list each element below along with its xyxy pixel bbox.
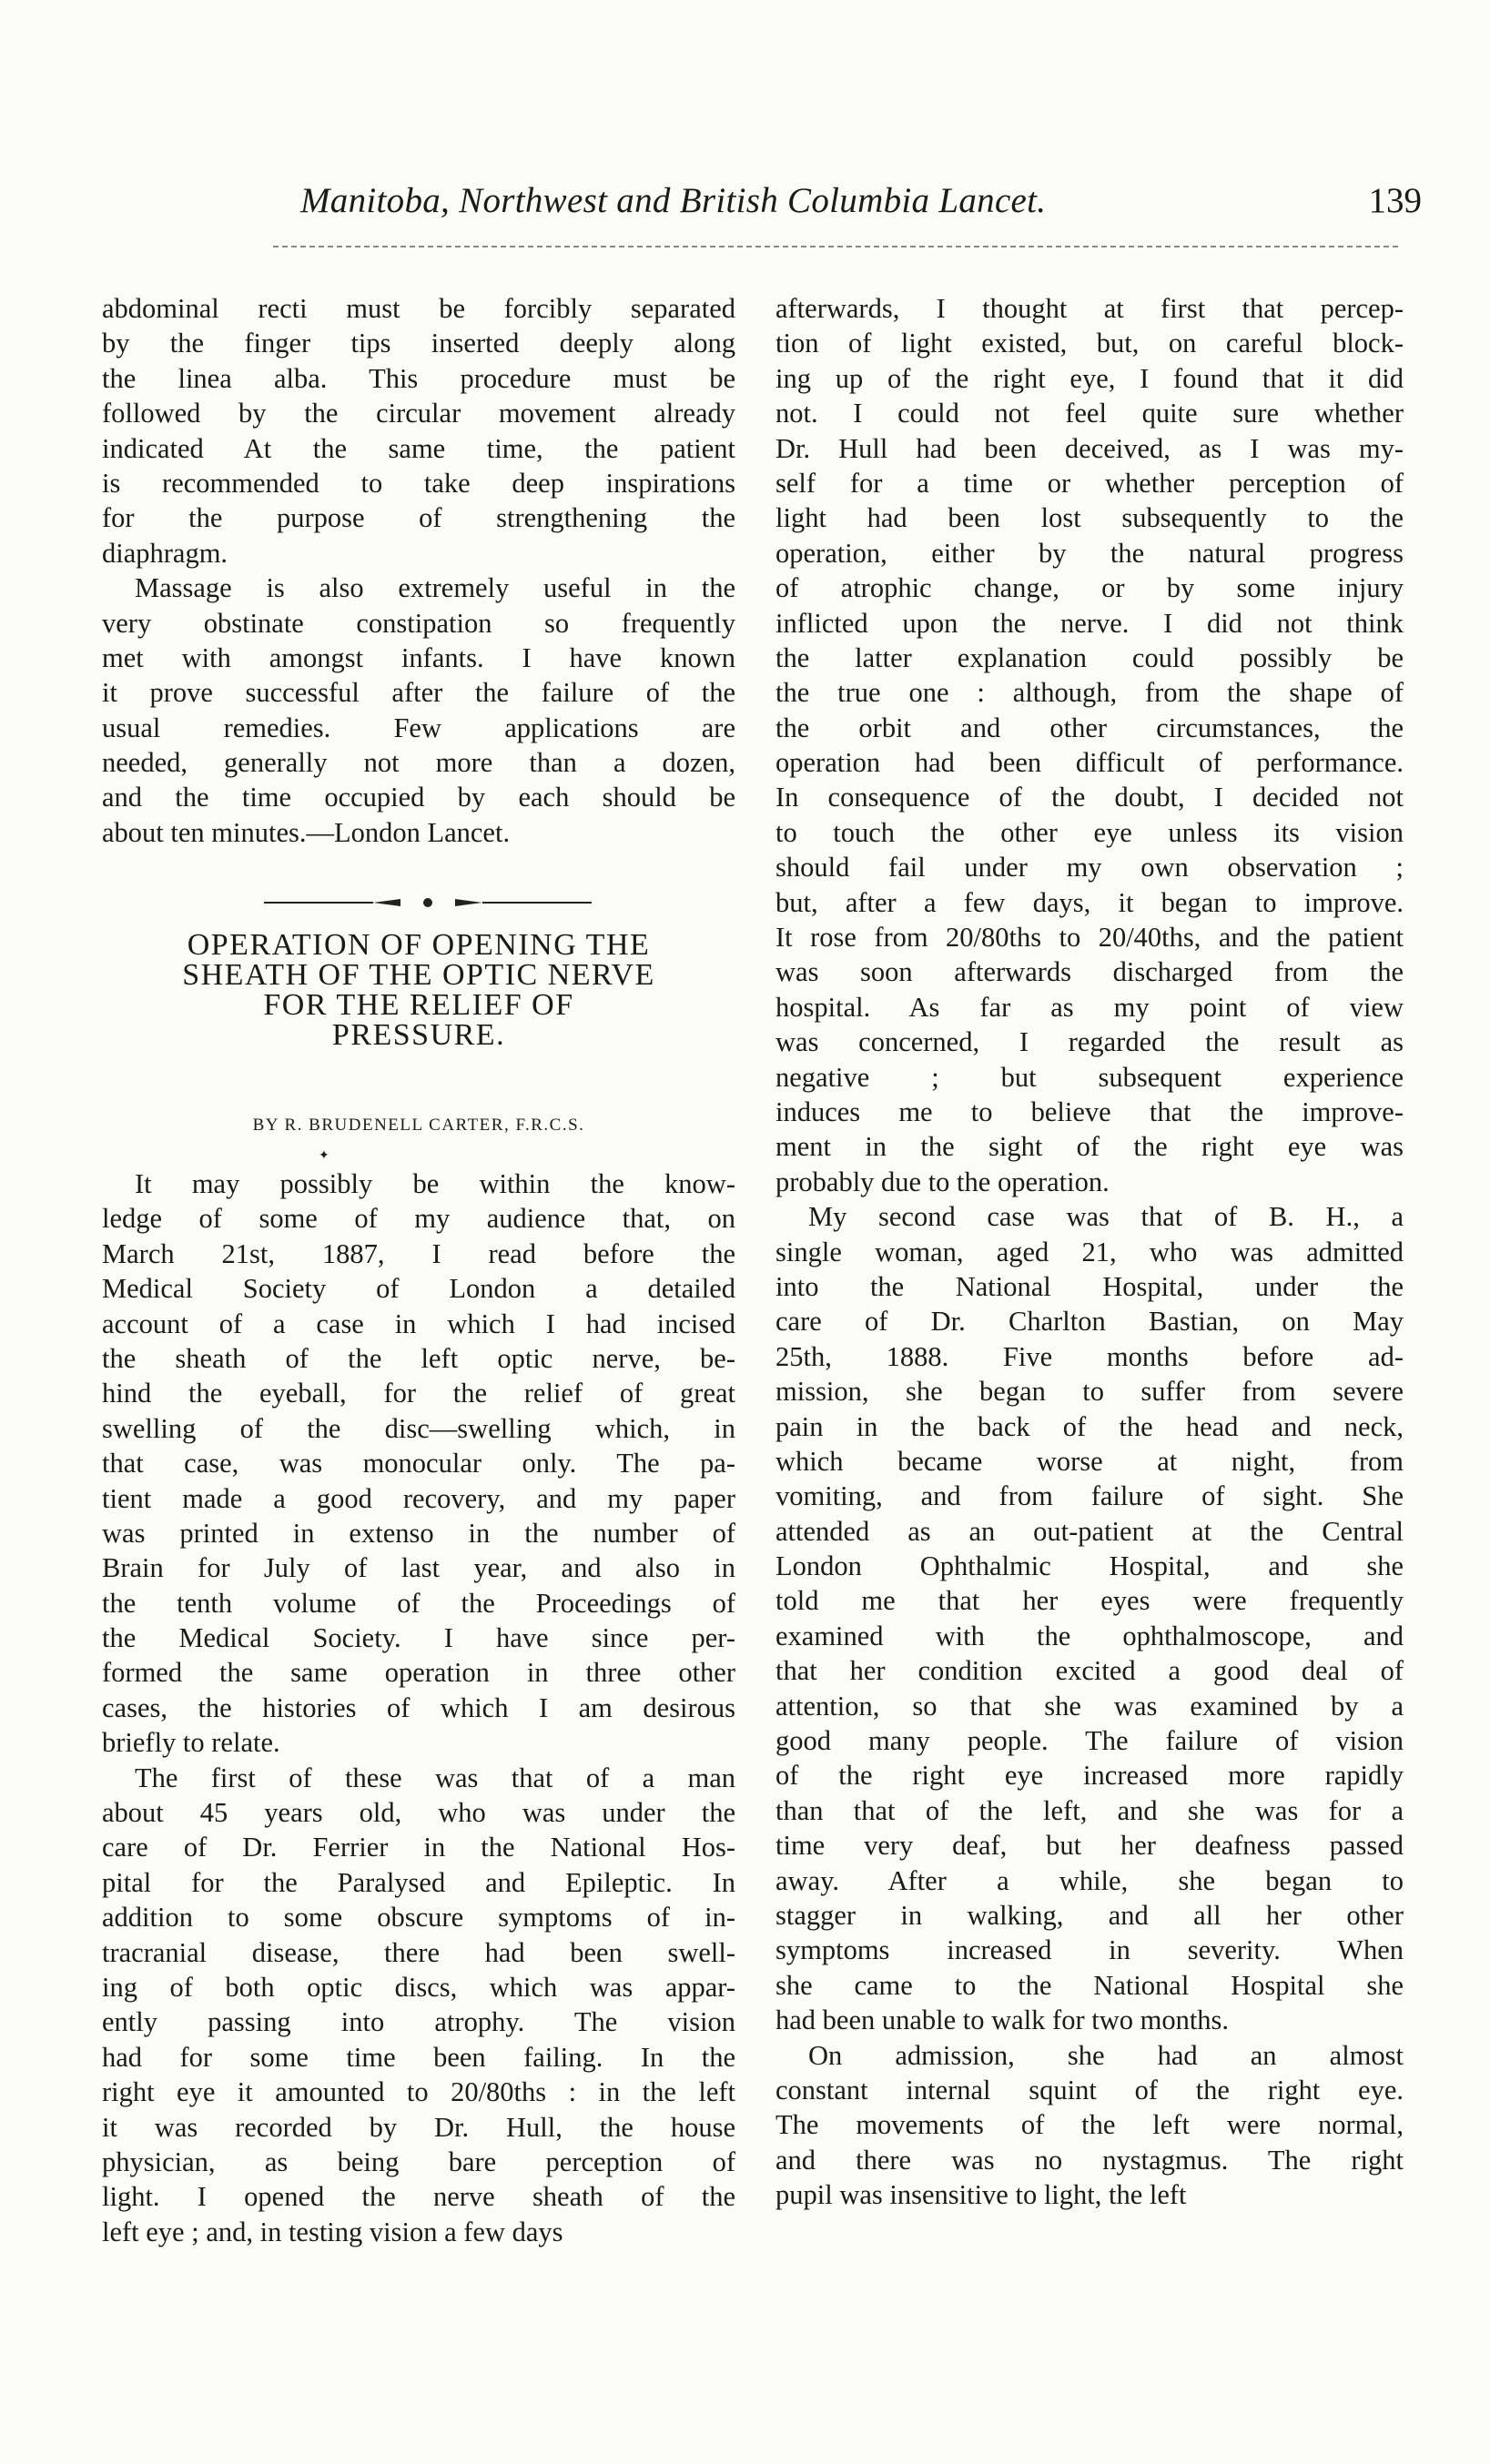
text-line: ment in the sight of the right eye was xyxy=(775,1131,1404,1163)
heading-line: OPERATION OF OPENING THE xyxy=(187,928,651,962)
text-line: very obstinate constipation so frequently xyxy=(102,607,735,639)
text-line: symptoms increased in severity. When xyxy=(775,1934,1404,1966)
right-column xyxy=(775,291,1404,2212)
text-line: tion of light existed, but, on careful block- xyxy=(775,328,1404,359)
text-line: ledge of some of my audience that, on xyxy=(102,1203,735,1235)
left-column xyxy=(102,291,735,850)
text-line: It rose from 20/80ths to 20/40ths, and the patient xyxy=(775,922,1404,954)
text-line: needed, generally not more than a dozen, xyxy=(102,747,735,779)
text-line: constant internal squint of the right eye. xyxy=(775,2074,1404,2106)
text-line: was printed in extenso in the number of xyxy=(102,1517,735,1549)
text-line: attention, so that she was examined by a xyxy=(775,1690,1404,1722)
text-line: by the finger tips inserted deeply along xyxy=(102,328,735,359)
article-heading xyxy=(102,930,735,1050)
text-line: account of a case in which I had incised xyxy=(102,1308,735,1339)
text-line: ing up of the right eye, I found that it did xyxy=(775,362,1404,394)
paragraph xyxy=(775,2038,1404,2213)
text-line: the linea alba. This procedure must be xyxy=(102,362,735,394)
text-line: operation, either by the natural progress xyxy=(775,537,1404,569)
text-line: away. After a while, she began to xyxy=(775,1864,1404,1896)
paragraph xyxy=(775,291,1404,1199)
text-line: addition to some obscure symptoms of in- xyxy=(102,1902,735,1934)
heading-line: PRESSURE. xyxy=(331,1018,506,1052)
text-line: ently passing into atrophy. The vision xyxy=(102,2006,735,2038)
text-line: stagger in walking, and all her other xyxy=(775,1899,1404,1931)
text-line: the sheath of the left optic nerve, be- xyxy=(102,1342,735,1374)
header-rule xyxy=(273,246,1398,247)
text-line: and the time occupied by each should be xyxy=(102,782,735,813)
paragraph xyxy=(775,1199,1404,2037)
text-line: In consequence of the doubt, I decided not xyxy=(775,782,1404,813)
text-line: followed by the circular movement already xyxy=(102,398,735,429)
text-line: swelling of the disc—swelling which, in xyxy=(102,1412,735,1444)
text-line: negative ; but subsequent experience xyxy=(775,1061,1404,1093)
text-line: The movements of the left were normal, xyxy=(775,2109,1404,2141)
text-line: the tenth volume of the Proceedings of xyxy=(102,1587,735,1619)
text-line: for the purpose of strengthening the xyxy=(102,502,735,534)
text-line: London Ophthalmic Hospital, and she xyxy=(775,1550,1404,1582)
text-line: not. I could not feel quite sure whether xyxy=(775,398,1404,429)
text-line: than that of the left, and she was for a xyxy=(775,1794,1404,1826)
text-line: ing of both optic discs, which was appar- xyxy=(102,1971,735,2003)
text-line: hind the eyeball, for the relief of great xyxy=(102,1378,735,1409)
text-line: 25th, 1888. Five months before ad- xyxy=(775,1340,1404,1372)
text-line: told me that her eyes were frequently xyxy=(775,1585,1404,1617)
text-line: light. I opened the nerve sheath of the xyxy=(102,2181,735,2213)
text-line: briefly to relate. xyxy=(102,1727,280,1759)
section-divider-ornament xyxy=(264,894,592,912)
text-line: mission, she began to suffer from severe xyxy=(775,1376,1404,1408)
text-line: Brain for July of last year, and also in xyxy=(102,1552,735,1584)
text-line: care of Dr. Ferrier in the National Hos- xyxy=(102,1832,735,1863)
paragraph xyxy=(102,291,735,571)
text-line: that case, was monocular only. The pa- xyxy=(102,1448,735,1479)
text-line: Medical Society of London a detailed xyxy=(102,1273,735,1305)
text-line: had for some time been failing. In the xyxy=(102,2041,735,2073)
heading-line: SHEATH OF THE OPTIC NERVE xyxy=(182,958,655,992)
text-line: The first of these was that of a man xyxy=(135,1762,735,1793)
text-line: cases, the histories of which I am desirous xyxy=(102,1691,735,1723)
page-header xyxy=(300,180,1422,235)
text-line: induces me to believe that the improve- xyxy=(775,1096,1404,1127)
text-line: abdominal recti must be forcibly separated xyxy=(102,293,735,324)
text-line: it prove successful after the failure of the xyxy=(102,677,735,709)
text-line: the true one : although, from the shape of xyxy=(775,677,1404,709)
text-line: that her condition excited a good deal of xyxy=(775,1655,1404,1687)
text-line: time very deaf, but her deafness passed xyxy=(775,1830,1404,1862)
text-line: hospital. As far as my point of view xyxy=(775,991,1404,1023)
text-line: right eye it amounted to 20/80ths : in the left xyxy=(102,2076,735,2108)
paragraph xyxy=(102,1761,735,2249)
text-line: self for a time or whether perception of xyxy=(775,467,1404,499)
text-line: had been unable to walk for two months. xyxy=(775,2005,1230,2036)
text-line: light had been lost subsequently to the xyxy=(775,502,1404,534)
text-line: usual remedies. Few applications are xyxy=(102,712,735,743)
text-line: It may possibly be within the know- xyxy=(135,1168,735,1199)
running-title: Manitoba, Northwest and British Columbia Lancet. xyxy=(300,181,1047,220)
text-line: diaphragm. xyxy=(102,537,228,569)
text-line: met with amongst infants. I have known xyxy=(102,641,735,673)
text-line: and there was no nystagmus. The right xyxy=(775,2144,1404,2176)
text-line: examined with the ophthalmoscope, and xyxy=(775,1620,1404,1651)
text-line: vomiting, and from failure of sight. She xyxy=(775,1480,1404,1512)
text-line: into the National Hospital, under the xyxy=(775,1270,1404,1302)
text-line: of atrophic change, or by some injury xyxy=(775,572,1404,604)
text-line: afterwards, I thought at first that percep- xyxy=(775,293,1404,324)
text-line: the Medical Society. I have since per- xyxy=(102,1622,735,1654)
text-line: pital for the Paralysed and Epileptic. In xyxy=(102,1866,735,1898)
text-line: it was recorded by Dr. Hull, the house xyxy=(102,2111,735,2143)
text-line: care of Dr. Charlton Bastian, on May xyxy=(775,1306,1404,1338)
text-line: she came to the National Hospital she xyxy=(775,1969,1404,2001)
text-line: formed the same operation in three other xyxy=(102,1657,735,1689)
text-line: tracranial disease, there had been swell- xyxy=(102,1936,735,1968)
text-line: tient made a good recovery, and my paper xyxy=(102,1482,735,1514)
text-line: March 21st, 1887, I read before the xyxy=(102,1237,735,1269)
text-line: pupil was insensitive to light, the left xyxy=(775,2179,1187,2211)
left-column-article xyxy=(102,1166,735,2249)
heading-line: FOR THE RELIEF OF xyxy=(263,988,574,1022)
text-line: pain in the back of the head and neck, xyxy=(775,1410,1404,1442)
text-line: single woman, aged 21, who was admitted xyxy=(775,1236,1404,1267)
text-line: which became worse at night, from xyxy=(775,1445,1404,1477)
text-line: but, after a few days, it began to improve. xyxy=(775,886,1404,918)
text-line: should fail under my own observation ; xyxy=(775,852,1404,884)
text-line: left eye ; and, in testing vision a few days xyxy=(102,2216,563,2247)
text-line: to touch the other eye unless its vision xyxy=(775,816,1404,848)
paragraph xyxy=(102,1166,735,1761)
paragraph xyxy=(102,571,735,850)
text-line: Dr. Hull had been deceived, as I was my- xyxy=(775,432,1404,464)
text-line: the latter explanation could possibly be xyxy=(775,641,1404,673)
text-line: of the right eye increased more rapidly xyxy=(775,1760,1404,1792)
text-line: probably due to the operation. xyxy=(775,1166,1110,1197)
text-line: indicated At the same time, the patient xyxy=(102,432,735,464)
text-line: the orbit and other circumstances, the xyxy=(775,712,1404,743)
text-line: was soon afterwards discharged from the xyxy=(775,956,1404,988)
text-line: good many people. The failure of vision xyxy=(775,1725,1404,1757)
text-line: about ten minutes.—London Lancet. xyxy=(102,816,511,848)
text-line: Massage is also extremely useful in the xyxy=(135,572,735,604)
star-ornament: ✦ xyxy=(319,1149,329,1163)
text-line: attended as an out-patient at the Central xyxy=(775,1515,1404,1547)
text-line: operation had been difficult of performance. xyxy=(775,747,1404,779)
text-line: about 45 years old, who was under the xyxy=(102,1797,735,1829)
page-number: 139 xyxy=(1368,181,1422,220)
text-line: physician, as being bare perception of xyxy=(102,2146,735,2177)
text-line: My second case was that of B. H., a xyxy=(808,1201,1404,1233)
text-line: was concerned, I regarded the result as xyxy=(775,1026,1404,1058)
text-line: inflicted upon the nerve. I did not think xyxy=(775,607,1404,639)
author-byline: BY R. BRUDENELL CARTER, F.R.C.S. xyxy=(252,1116,585,1135)
text-line: is recommended to take deep inspirations xyxy=(102,467,735,499)
text-line: On admission, she had an almost xyxy=(808,2039,1404,2071)
